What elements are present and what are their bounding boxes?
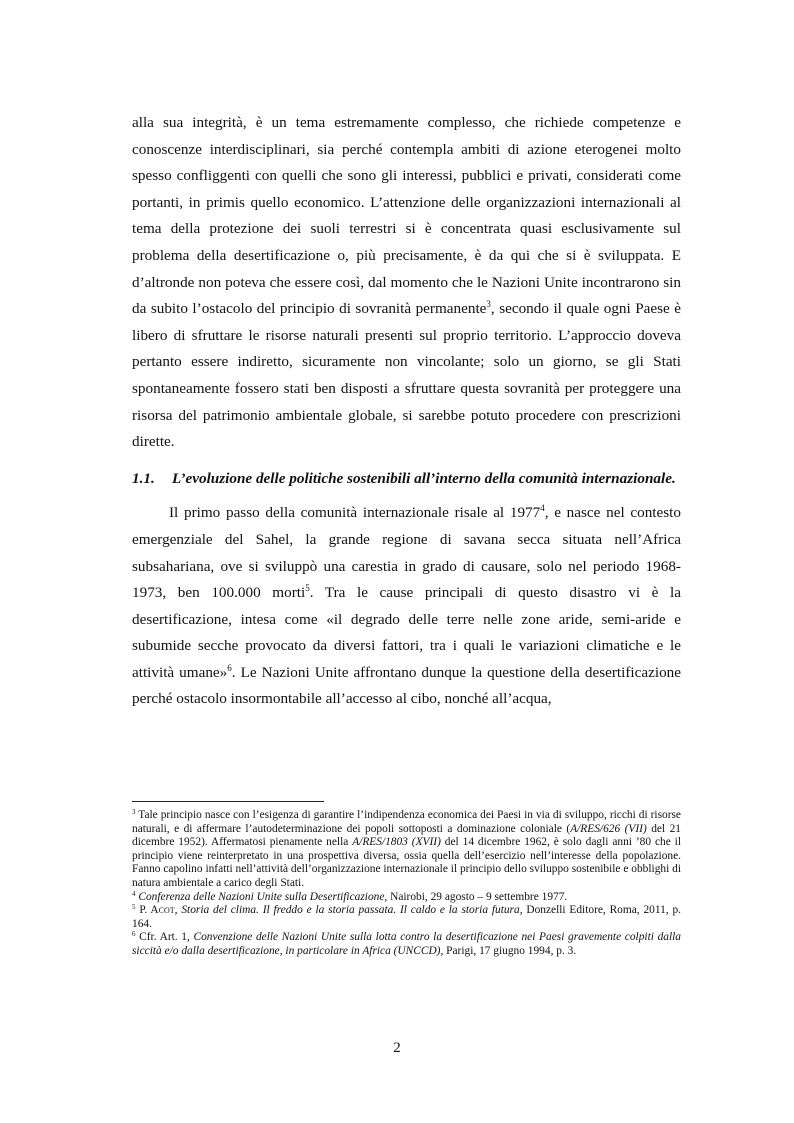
paragraph-2: Il primo passo della comunità internazionale risale al 1977$^4$, e nasce nel contesto emergenziale del Sahel, la grande regione di savana secca situata nell’Africa subsahariana, ove si sviluppò una carestia in grado di causare, solo nel periodo 1968-1973, ben 100.000 morti$^5$. Tra le cause principali di questo disastro vi è la desertificazione, intesa come «il degrado delle terre nelle zone aride, semi-aride e subumide secche provocato da diversi fattori, tra i quali le variazioni climatiche e le attività umane»$^6$. Le Nazioni Unite affrontano dunque la questione della desertificazione perché ostacolo insormontabile all’accesso al cibo, nonché all’acqua,: [132, 503, 681, 708]
section-title: L’evoluzione delle politiche sostenibili all’interno della comunità internazionale.: [172, 469, 676, 487]
footnote-3: $^3$ Tale principio nasce con l’esigenza di garantire l’indipendenza economica dei Paesi in via di sviluppo, ricchi di risorse naturali, e di affermare l’autodeterminazione dei popoli sottoposti a dominazione coloniale (A/RES/626 (VII) del 21 dicembre 1952). Affermatosi pienamente nella A/RES/1803 (XVII) del 14 dicembre 1962, è solo dagli anni ’80 che il principio viene reinterpretato in una prospettiva diversa, ossia quella dell’esercizio nell’interesse della popolazione. Fanno capolino infatti nell’attività dell’organizzazione internazionale il principio dello sviluppo sostenibile e obblighi di natura ambientale a carico degli Stati.: [132, 808, 681, 889]
footnote-5: $^5$ P. Acot, Storia del clima. Il freddo e la storia passata. Il caldo e la storia futura, Donzelli Editore, Roma, 2011, p. 164.: [132, 903, 682, 930]
footnote-ref-3[interactable]: 3: [486, 299, 491, 310]
footnote-separator: [132, 801, 324, 802]
footnote-ref-5[interactable]: 5: [305, 583, 310, 594]
paragraph-1: alla sua integrità, è un tema estremamente complesso, che richiede competenze e conoscenze interdisciplinari, sia perché contempla ambiti di azione eterogenei molto spesso confliggenti con quelli che sono gli interessi, pubblici e privati, considerati come portanti, in primis quello economico. L’attenzione delle organizzazioni internazionali al tema della protezione dei suoli terrestri si è concentrata quasi esclusivamente sul problema della desertificazione o, più precisamente, è da qui che si è sviluppata. E d’altronde non poteva che essere così, dal momento che le Nazioni Unite incontrarono sin da subito l’ostacolo del principio di sovranità permanente$^3$, secondo il quale ogni Paese è libero di sfruttare le risorse naturali presenti sul proprio territorio. L’approccio doveva pertanto essere indiretto, sicuramente non vincolante; solo un giorno, se gli Stati spontaneamente fossero stati ben disposti a sfruttare questa sovranità per proteggere una risorsa del patrimonio ambientale globale, si sarebbe potuto procedere con prescrizioni dirette.: [132, 114, 682, 451]
footnotes: [132, 809, 681, 959]
body-text: [132, 110, 681, 713]
footnote-4: $^4$ Conferenza delle Nazioni Unite sulla Desertificazione, Nairobi, 29 agosto – 9 settembre 1977.: [132, 889, 568, 903]
section-number: 1.1.: [132, 469, 155, 487]
footnote-6: $^6$ Cfr. Art. 1, Convenzione delle Nazioni Unite sulla lotta contro la desertificazione nei Paesi gravemente colpiti dalla siccità e/o dalla desertificazione, in particolare in Africa (UNCCD), Parigi, 17 giugno 1994, p. 3.: [132, 930, 681, 957]
footnote-ref-4[interactable]: 4: [540, 503, 545, 514]
page-number: 2: [393, 1040, 401, 1056]
footnote-ref-6[interactable]: 6: [227, 662, 232, 673]
section-heading: [132, 466, 681, 493]
